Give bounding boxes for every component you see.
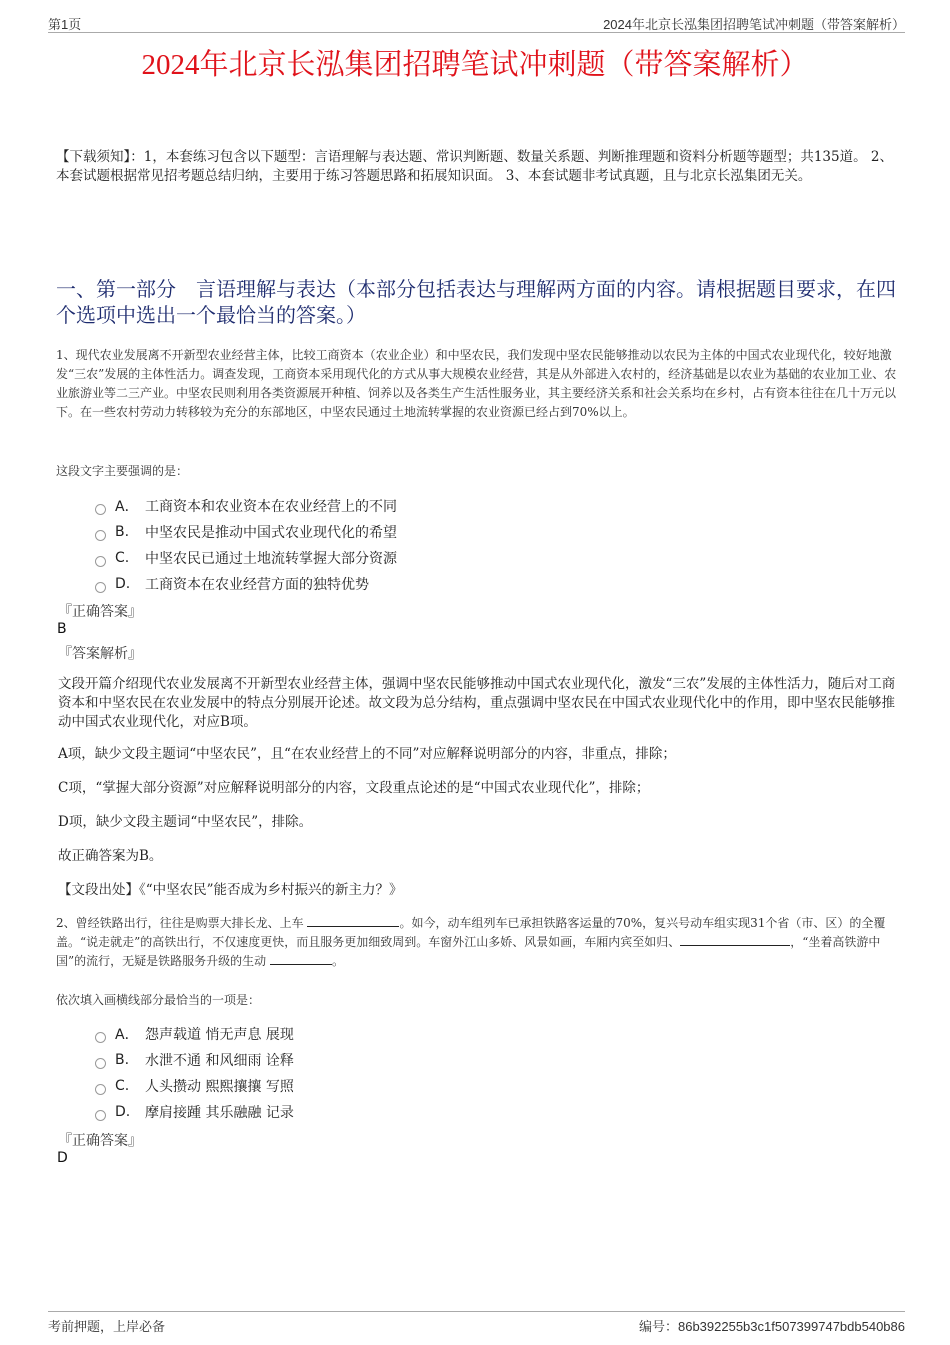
- analysis-option-c: C项，“掌握大部分资源”对应解释说明部分的内容，文段重点论述的是“中国式农业现代化”，排除；: [58, 780, 650, 796]
- section-title: 一、第一部分 言语理解与表达（本部分包括表达与理解两方面的内容。请根据题目要求，在四个选项中选出一个最恰当的答案。）: [56, 277, 896, 327]
- analysis-label: 『答案解析』: [58, 646, 142, 662]
- question-1-stem: 1、现代农业发展离不开新型农业经营主体，比较工商资本（农业企业）和中坚农民，我们发现中坚农民能够推动以农民为主体的中国式农业现代化，较好地激发“三农”发展的主体性活力。调查发现，工商资本采用现代化的方式从事大规模农业经营，其是从外部进入农村的，经济基础是以农业为基础的农业加工业、农业旅游业等二三产业。中坚农民则利用各类资源展开种植、饲养以及各类生产生活性服务业，其主要经济关系和社会关系均在乡村，占有资本往往在几十万元以下。在一些农村劳动力转移较为充分的东部地区，中坚农民通过土地流转掌握的农业资源已经占到70%以上。: [56, 348, 897, 419]
- option-letter: D.: [115, 576, 131, 592]
- option-d[interactable]: [95, 571, 397, 597]
- radio-button[interactable]: [95, 1032, 106, 1043]
- question-1-options: [95, 493, 397, 597]
- option-letter: B.: [115, 524, 130, 540]
- download-notice: 【下载须知】：1，本套练习包含以下题型：言语理解与表达题、常识判断题、数量关系题、判断推理题和资料分析题等题型；共135道。 2、本套试题根据常见招考题总结归纳，主要用于练习答题思路和拓展知识面。 3、本套试题非考试真题，且与北京长泓集团无关。: [56, 149, 893, 184]
- radio-button[interactable]: [95, 1084, 106, 1095]
- analysis-option-a: A项，缺少文段主题词“中坚农民”，且“在农业经营上的不同”对应解释说明部分的内容，非重点，排除；: [58, 746, 676, 762]
- correct-answer-label: 『正确答案』: [58, 604, 142, 620]
- option-text: 工商资本和农业资本在农业经营上的不同: [145, 499, 397, 515]
- analysis-option-d: D项，缺少文段主题词“中坚农民”，排除。: [58, 814, 313, 830]
- option-d[interactable]: [95, 1099, 294, 1125]
- radio-button[interactable]: [95, 582, 106, 593]
- option-letter: D.: [115, 1104, 131, 1120]
- analysis-conclusion: 故正确答案为B。: [58, 848, 163, 864]
- analysis-paragraph: 文段开篇介绍现代农业发展离不开新型农业经营主体，强调中坚农民能够推动中国式农业现代化，激发“三农”发展的主体性活力，随后对工商资本和中坚农民在农业发展中的特点分别展开论述。故文段为总分结构，重点强调中坚农民在中国式农业现代化中的作用，即中坚农民能够推动中国式农业现代化，对应B项。: [58, 676, 896, 730]
- option-letter: C.: [115, 1078, 130, 1094]
- option-text: 人头攒动 熙熙攘攘 写照: [145, 1079, 294, 1095]
- option-b[interactable]: [95, 1047, 294, 1073]
- document-title: 2024年北京长泓集团招聘笔试冲刺题（带答案解析）: [141, 49, 809, 81]
- question-2-stem: 2、曾经铁路出行，往往是购票大排长龙、上车 。如今，动车组列车已承担铁路客运量的70%，复兴号动车组实现31个省（市、区）的全覆盖。“说走就走”的高铁出行，不仅速度更快，而且服务更加细致周到。车窗外江山多娇、风景如画，车厢内宾至如归、 ，“坐着高铁游中国”的流行，无疑是铁路服务升级的生动 。: [56, 916, 886, 968]
- radio-button[interactable]: [95, 530, 106, 541]
- option-letter: C.: [115, 550, 130, 566]
- correct-answer: D: [57, 1150, 68, 1166]
- page-header: [48, 12, 905, 33]
- radio-button[interactable]: [95, 504, 106, 515]
- option-text: 中坚农民已通过土地流转掌握大部分资源: [145, 551, 397, 567]
- option-c[interactable]: [95, 1073, 294, 1099]
- radio-button[interactable]: [95, 1058, 106, 1069]
- page-number: 第1页: [48, 17, 82, 32]
- option-text: 中坚农民是推动中国式农业现代化的希望: [145, 525, 397, 541]
- footer-slogan: 考前押题，上岸必备: [48, 1319, 166, 1334]
- fill-blank-3[interactable]: [270, 952, 332, 965]
- question-1-prompt: 这段文字主要强调的是：: [56, 464, 189, 478]
- option-text: 工商资本在农业经营方面的独特优势: [145, 577, 369, 593]
- page-footer: [48, 1311, 905, 1336]
- analysis-source: 【文段出处】《“中坚农民”能否成为乡村振兴的新主力？》: [58, 882, 403, 898]
- correct-answer-label: 『正确答案』: [58, 1133, 142, 1149]
- option-text: 摩肩接踵 其乐融融 记录: [145, 1105, 294, 1121]
- fill-blank-2[interactable]: [680, 933, 790, 946]
- option-a[interactable]: [95, 493, 397, 519]
- question-2-prompt: 依次填入画横线部分最恰当的一项是：: [56, 993, 261, 1007]
- option-text: 怨声载道 悄无声息 展现: [145, 1027, 294, 1043]
- correct-answer: B: [57, 621, 67, 637]
- footer-serial: 编号：86b392255b3c1f507399747bdb540b86: [638, 1319, 905, 1334]
- option-letter: B.: [115, 1052, 130, 1068]
- question-2-options: [95, 1021, 294, 1125]
- radio-button[interactable]: [95, 556, 106, 567]
- fill-blank-1[interactable]: [307, 914, 399, 927]
- option-b[interactable]: [95, 519, 397, 545]
- option-letter: A．: [115, 1027, 139, 1043]
- header-doc-title: 2024年北京长泓集团招聘笔试冲刺题（带答案解析）: [603, 17, 905, 32]
- option-text: 水泄不通 和风细雨 诠释: [145, 1053, 294, 1069]
- option-a[interactable]: [95, 1021, 294, 1047]
- option-c[interactable]: [95, 545, 397, 571]
- option-letter: A．: [115, 499, 139, 515]
- radio-button[interactable]: [95, 1110, 106, 1121]
